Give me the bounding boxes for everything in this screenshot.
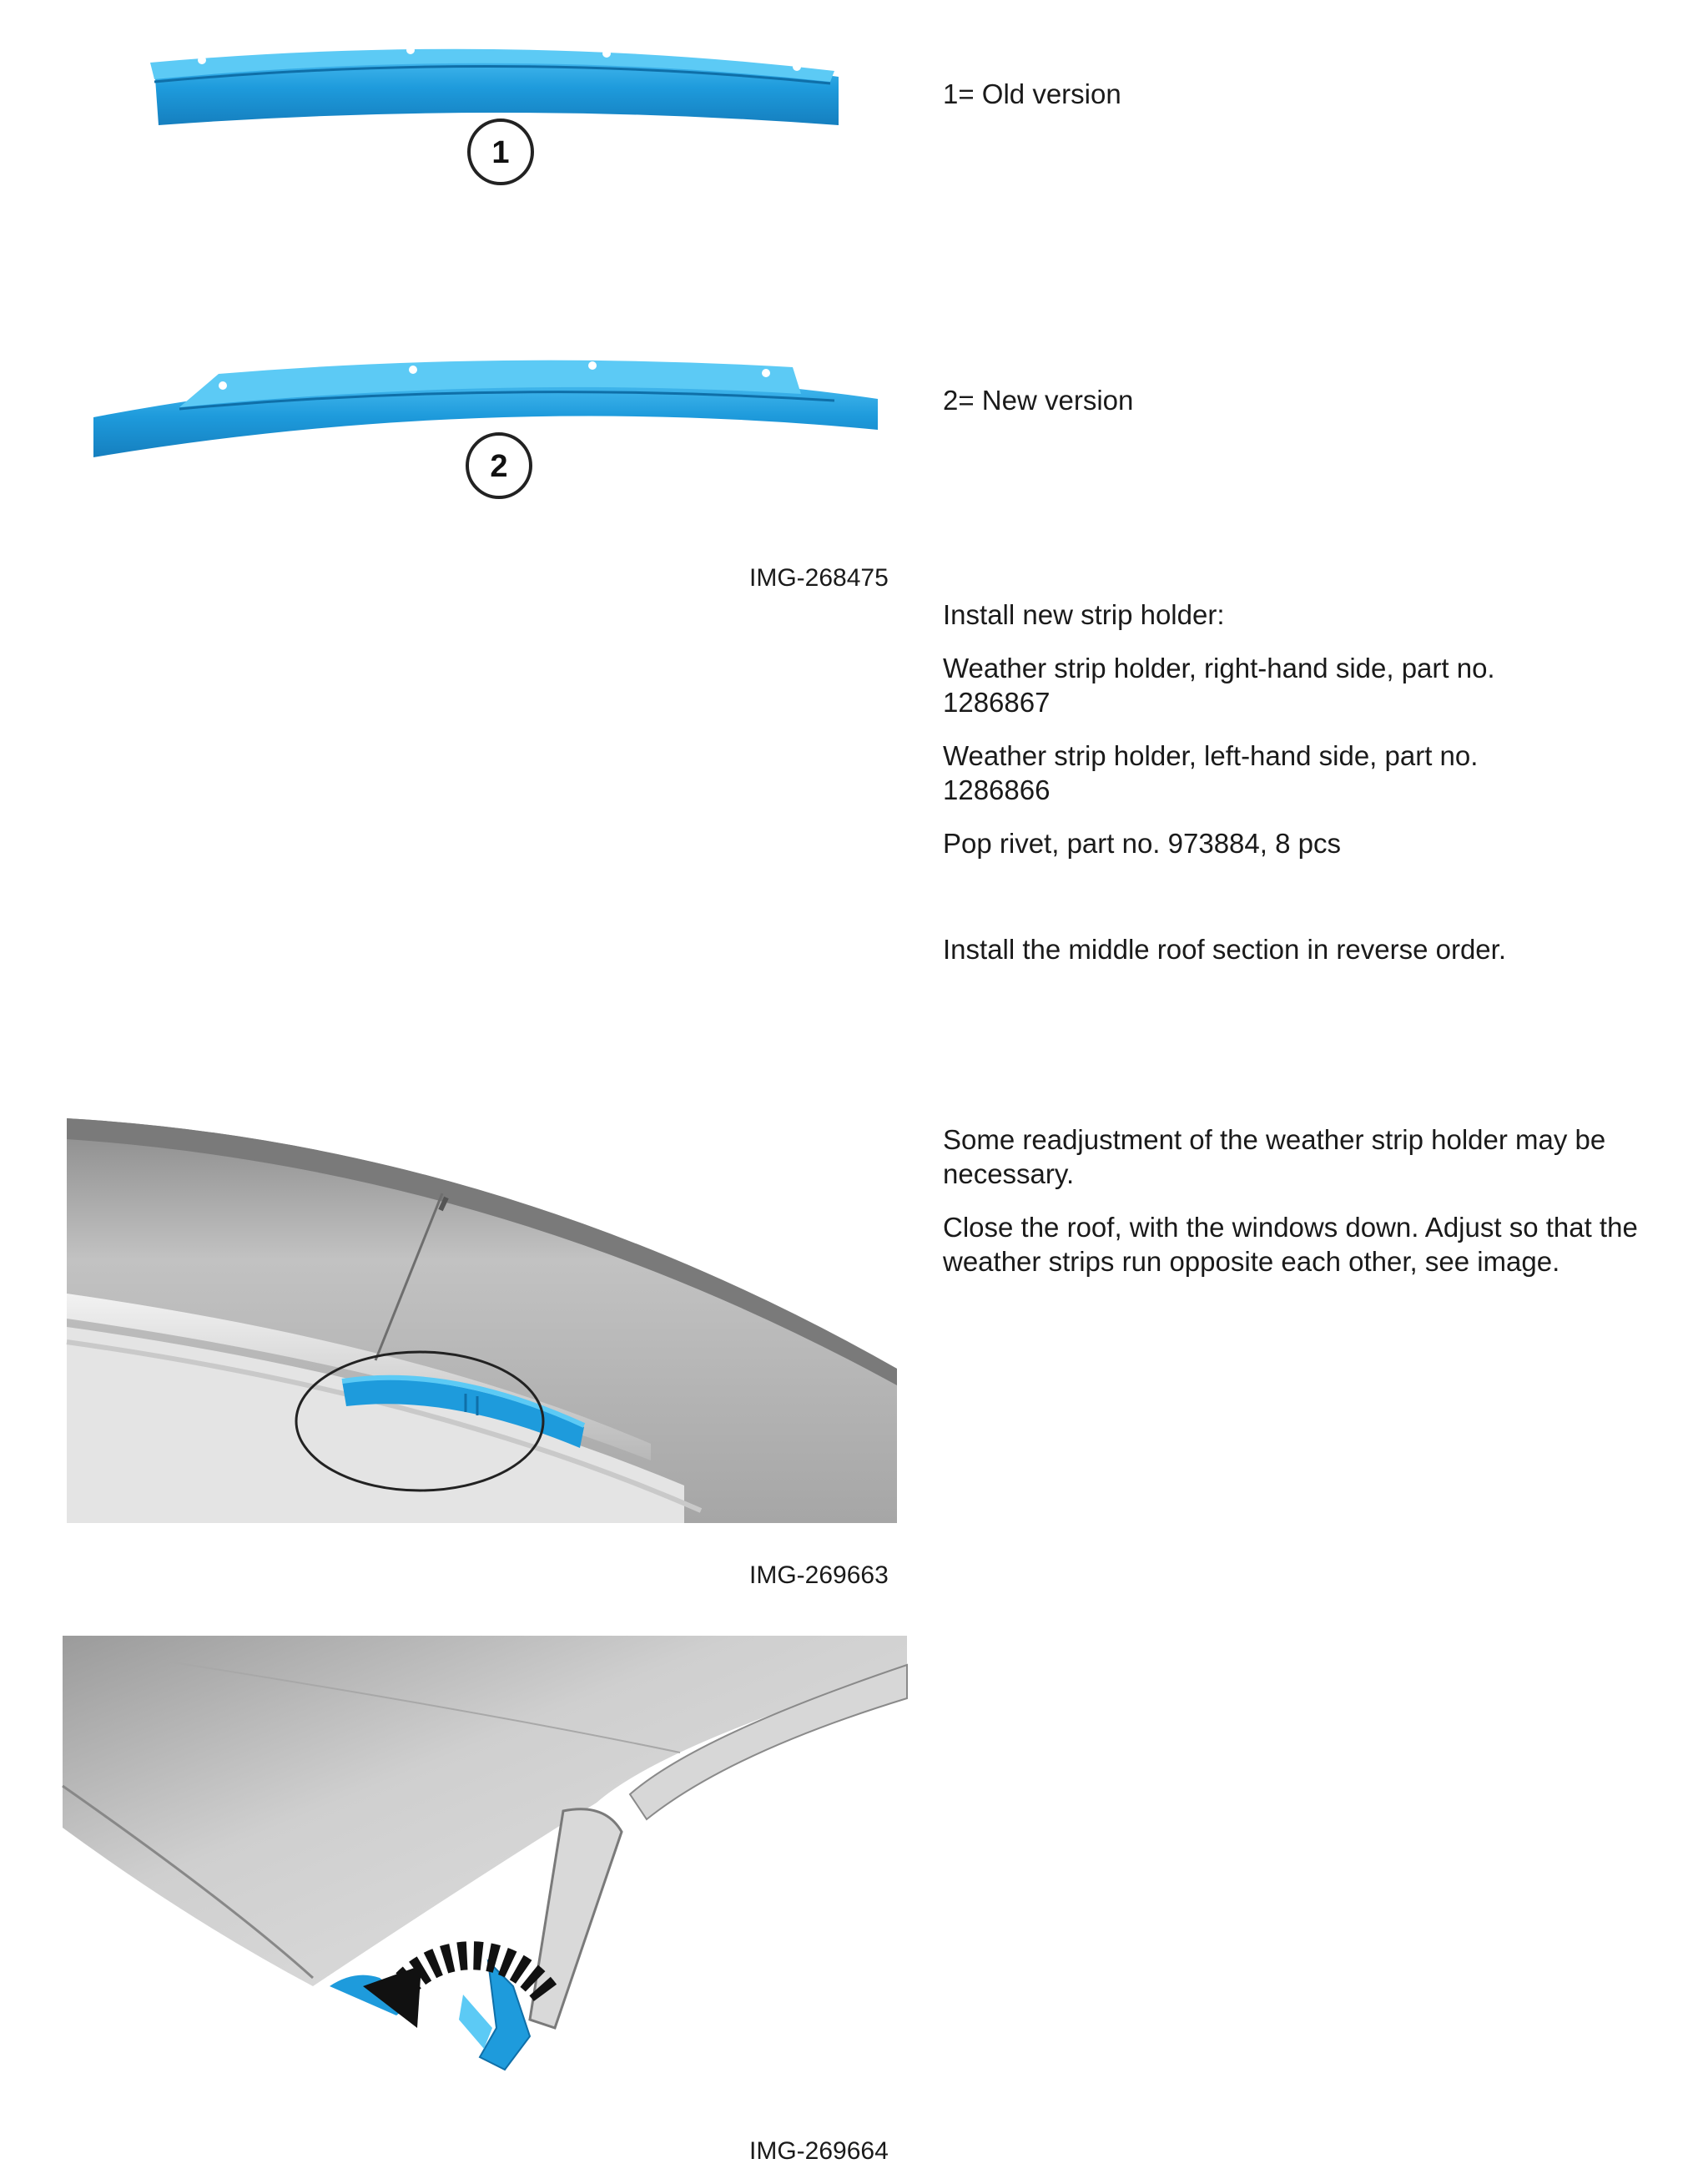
legend-old-version: 1= Old version (943, 78, 1121, 109)
install-heading: Install new strip holder: (943, 599, 1225, 630)
close-roof-text: Close the roof, with the windows down. Adjust so that the weather strips run opposite each other, see image. (943, 1212, 1638, 1277)
rivet-text: Pop rivet, part no. 973884, 8 pcs (943, 828, 1341, 859)
callout-1-label: 1 (491, 135, 510, 170)
old-strip-holder (150, 46, 839, 125)
roof-holder-detail-illustration (67, 1118, 897, 1523)
rh-part-text: Weather strip holder, right-hand side, part no. 1286867 (943, 653, 1495, 718)
strip-holder-comparison-illustration (0, 0, 901, 601)
callout-2 (467, 434, 531, 497)
legend-new-version: 2= New version (943, 385, 1134, 416)
figure-caption-3: IMG-269664 (749, 2137, 889, 2165)
reverse-order-text: Install the middle roof section in reverse order. (943, 934, 1507, 965)
figure-caption-1: IMG-268475 (749, 564, 889, 592)
figure-caption-2: IMG-269663 (749, 1561, 889, 1589)
weather-strip-adjustment-illustration (63, 1636, 907, 2116)
callout-1 (469, 120, 532, 184)
callout-2-label: 2 (490, 449, 508, 484)
lh-part-text: Weather strip holder, left-hand side, part no. 1286866 (943, 740, 1479, 805)
readjust-text: Some readjustment of the weather strip holder may be necessary. (943, 1124, 1606, 1189)
